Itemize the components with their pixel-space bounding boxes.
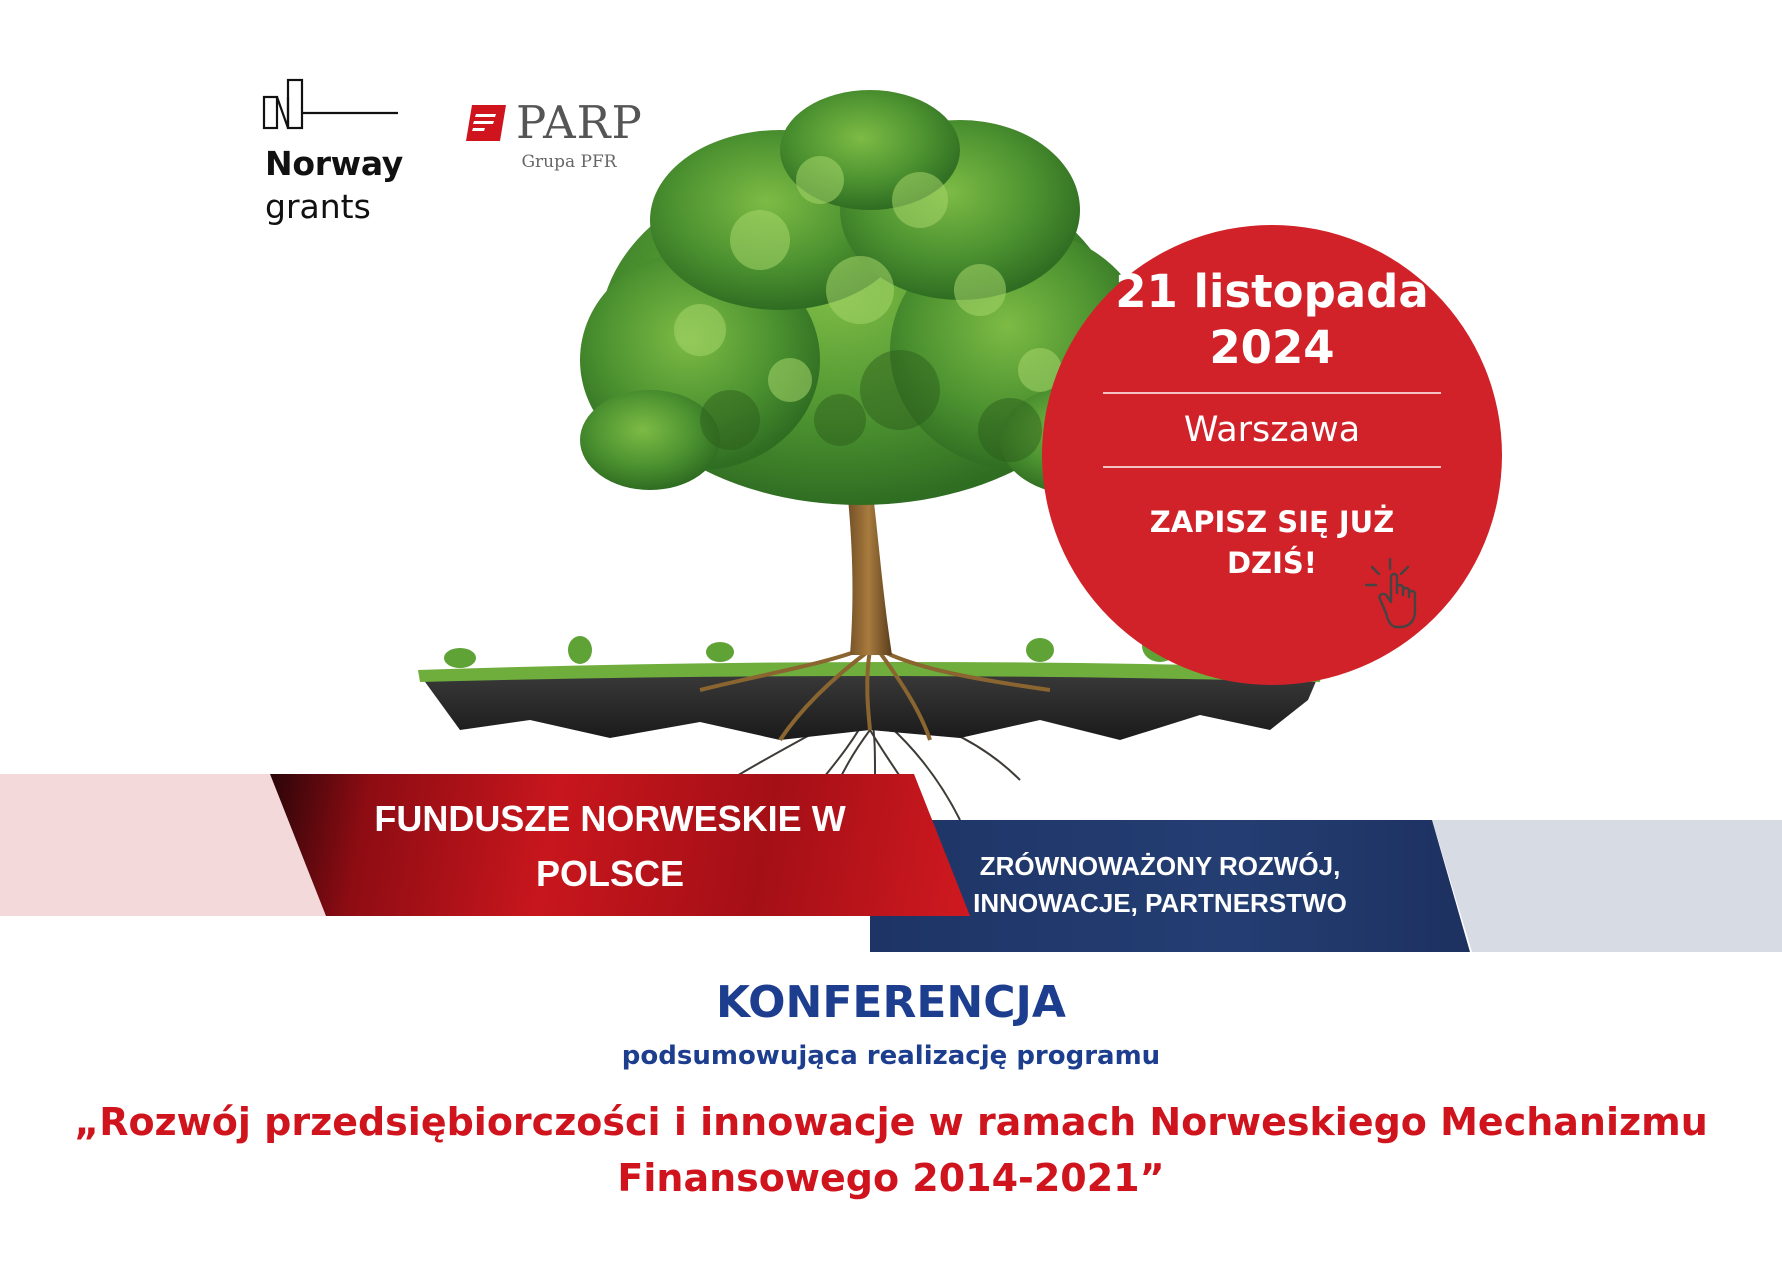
norway-logo-line1: Norway bbox=[265, 144, 404, 183]
norway-funds-banner-text: FUNDUSZE NORWESKIE W POLSCE bbox=[374, 798, 846, 894]
conference-subtitle: podsumowująca realizację programu bbox=[621, 1041, 1161, 1071]
hand-pointer-click-icon bbox=[1360, 555, 1450, 635]
ribbon-grey-decoration bbox=[1432, 820, 1782, 952]
program-name: „Rozwój przedsiębiorczości i innowacje w ramach Norweskiego Mechanizmu Finansowego 2014-2021” bbox=[74, 1100, 1708, 1200]
event-date: 21 listopada 2024 bbox=[1115, 265, 1429, 374]
norway-logo-line2: grants bbox=[265, 187, 371, 226]
norway-grants-mark-icon bbox=[262, 78, 402, 138]
conference-title: KONFERENCJA bbox=[716, 977, 1066, 1028]
norway-grants-logo bbox=[262, 78, 412, 238]
register-cta[interactable]: ZAPISZ SIĘ JUŻ DZIŚ! bbox=[1149, 505, 1395, 580]
event-city: Warszawa bbox=[1183, 410, 1361, 450]
circle-divider bbox=[1103, 466, 1441, 468]
parp-logo-subtitle: Grupa PFR bbox=[521, 152, 617, 172]
parp-logo-word: PARP bbox=[516, 96, 643, 149]
topics-banner-text: ZRÓWNOWAŻONY ROZWÓJ, INNOWACJE, PARTNERSTWO bbox=[973, 851, 1347, 918]
